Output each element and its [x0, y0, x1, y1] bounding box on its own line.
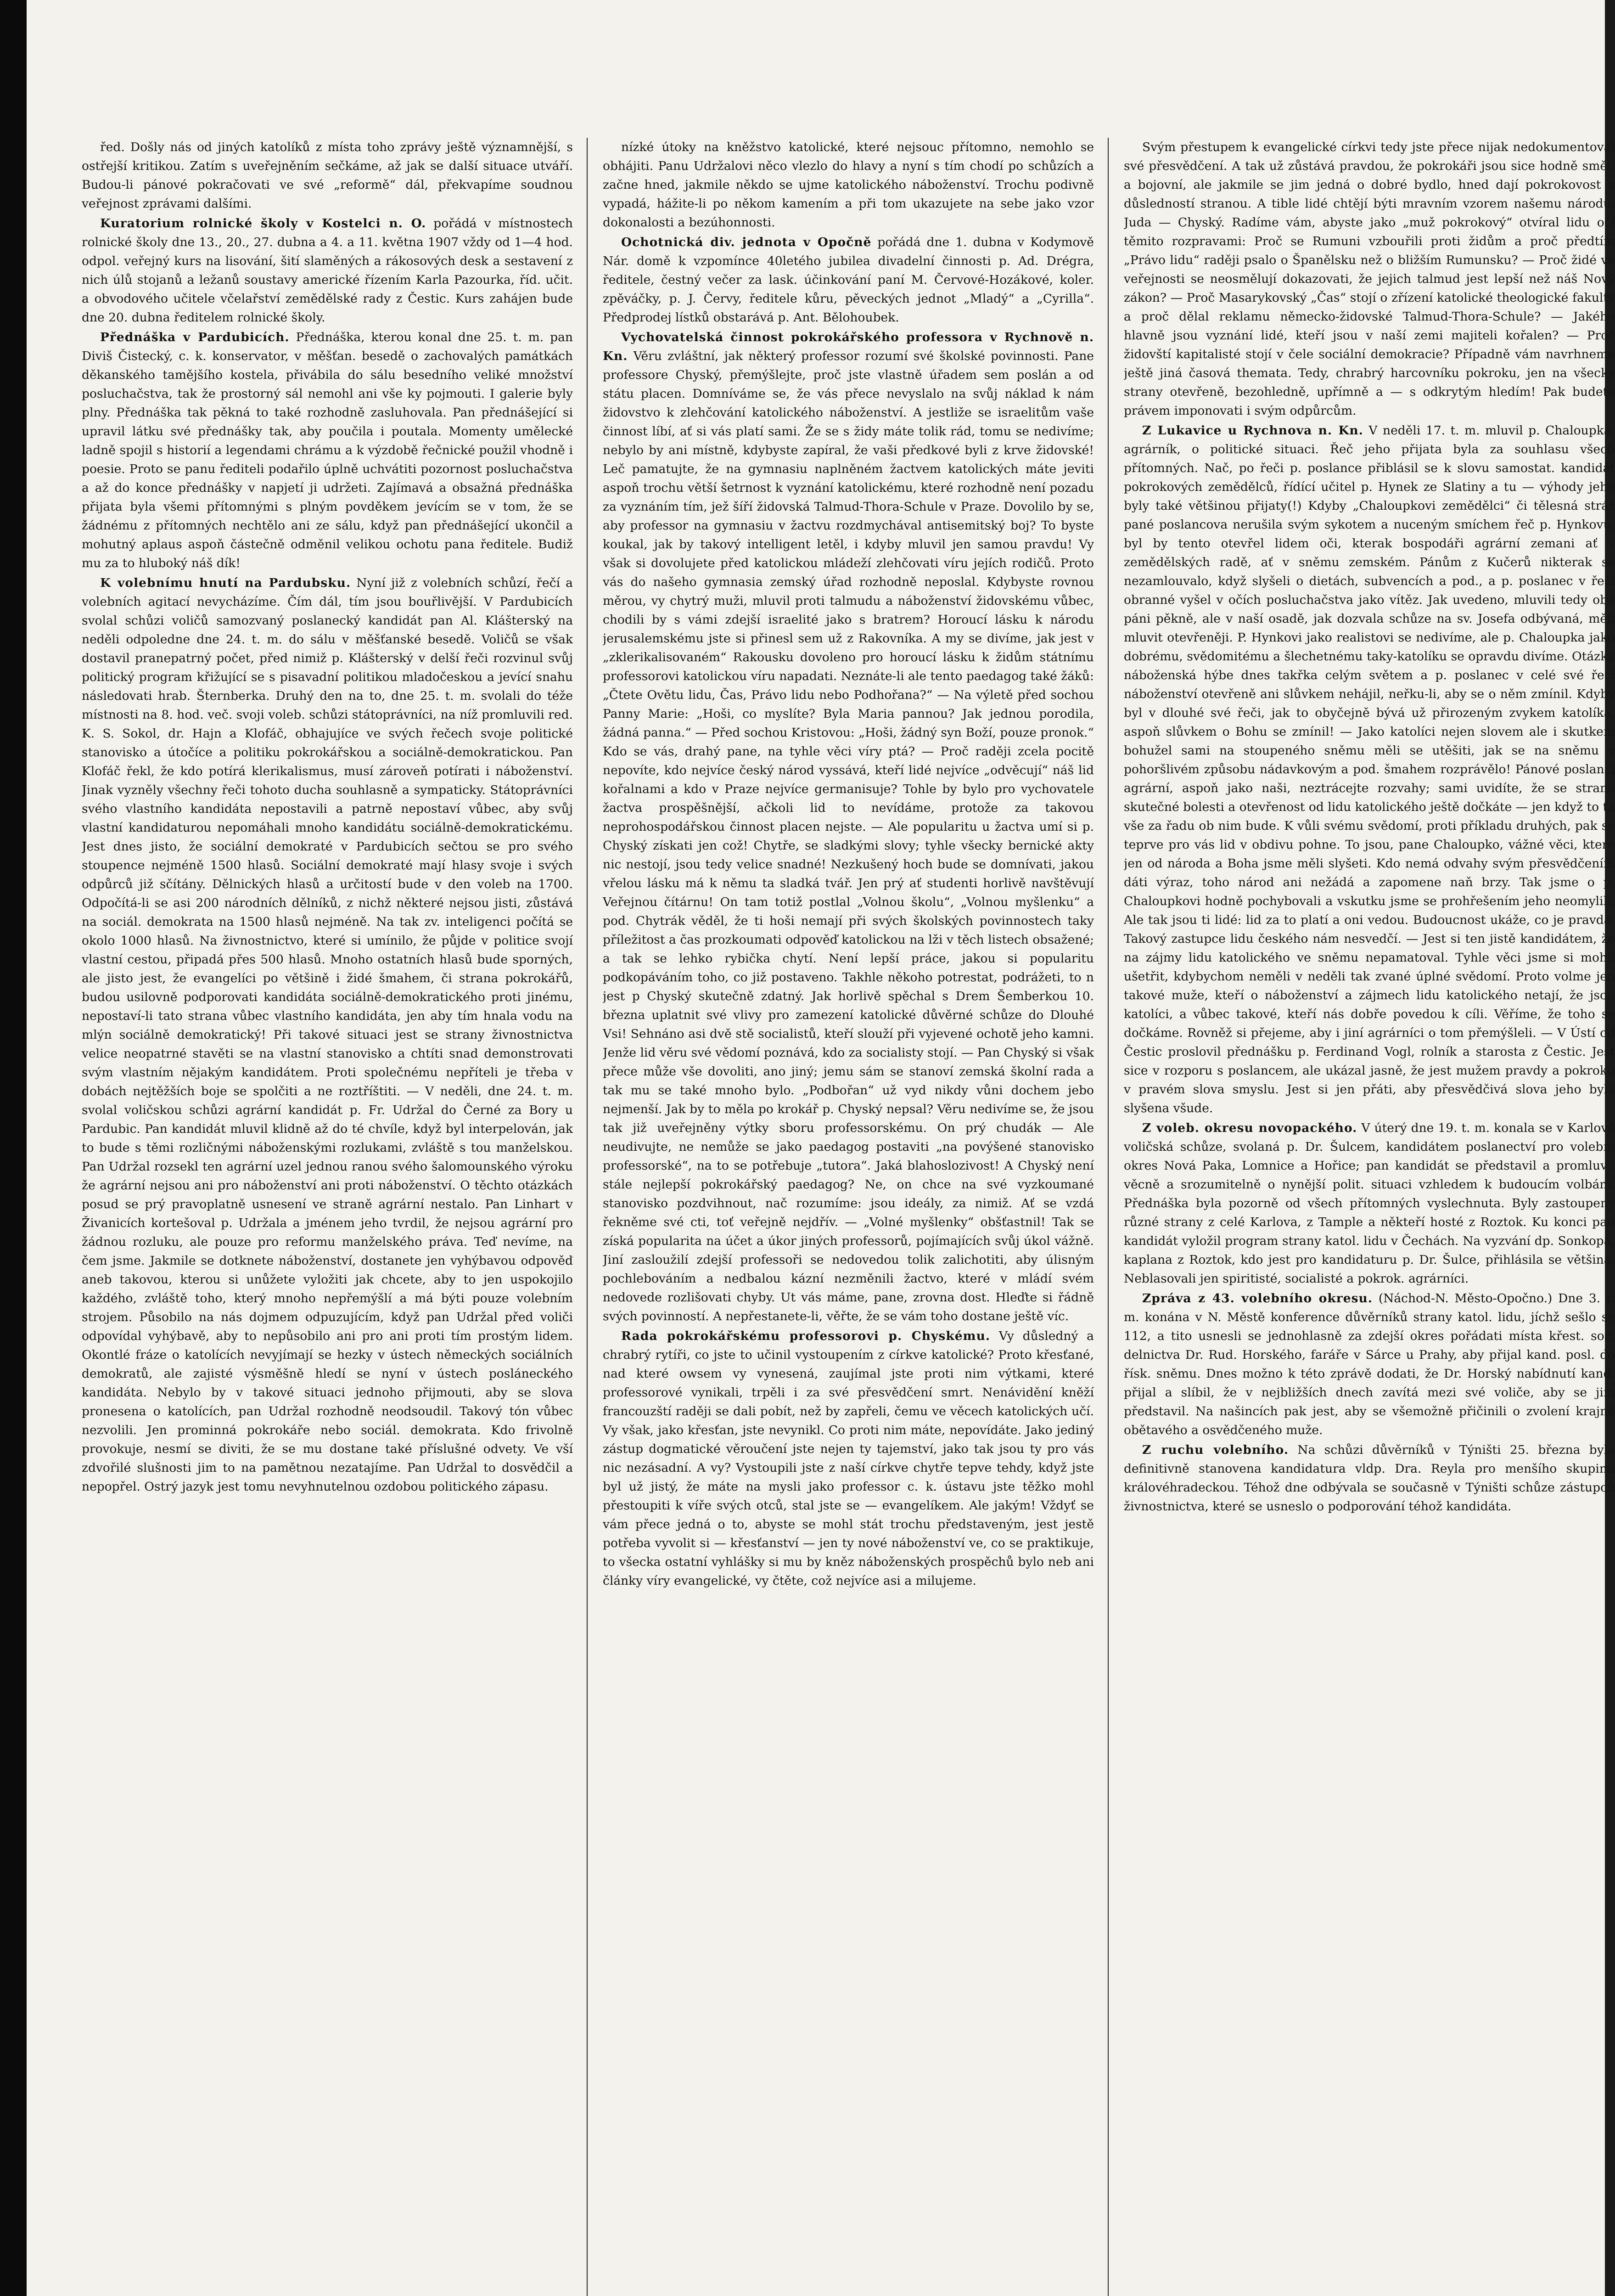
article-paragraph	[1124, 421, 1615, 1118]
article-heading: K volebnímu hnutí na Pardubsku.	[100, 576, 351, 590]
column-2	[603, 138, 1094, 2296]
article-paragraph	[603, 328, 1094, 1326]
article-paragraph	[1124, 1289, 1615, 1440]
article-text: (Náchod-N. Město-Opočno.) Dne 3. t. m. konána v N. Městě konference důvěrníků strany katol. lidu, jíchž sešlo se 112, a tito usnesli se jednohlasně za zdejší okres pořádati místa křest. soc. delnictva Dr. Rud. Horského, faráře v Sárce u Prahy, aby přijal kand. posl. do řísk. sněmu. Dnes možno k této zprávě dodati, že Dr. Horský nabídnutí kand. přijal a slíbil, že v nejbližších dnech zavítá mezi své voliče, aby se jim představil. Na našincích pak jest, aby se všemožně přičinili o zvolení krajně obětavého a osvědčeného muže.	[1124, 1291, 1615, 1437]
article-heading: Přednáška v Pardubicích.	[100, 330, 290, 344]
article-paragraph	[603, 233, 1094, 327]
article-paragraph	[603, 1327, 1094, 1590]
article-paragraph	[1124, 1441, 1615, 1516]
article-text: V neděli 17. t. m. mluvil p. Chaloupka, agrárník, o politické situaci. Řeč jeho přijata byla za souhlasu všech přítomných. Nač, po řeči p. poslance přiblásil se k slovu samostat. kandidát pokrokových zemědělců, řídící učitel p. Hynek ze Slatiny a tu — výhody jeho byly také většinou přijaty(!) Kdyby „Chaloupkovi zemědělci“ či tělesná stráž pané poslancova nerušila svým sykotem a nuceným smíchem řeč p. Hynkovu, byl by tento otevřel lidem oči, kterak bospodáři agrární zemani ať v zemědělských radě, ať v sněmu zemském. Pánům z Kučerů nikterak se nezamlouvalo, když slyšeli o dietách, subvencích a pod., a p. poslanec v řeči obranné vyšel v očích posluchačstva jako vítěz. Jak uvedeno, mluvili tedy oba páni pěkně, ale v naší osadě, jak dozvala schůze na sv. Josefa odbývaná, měli mluvit otevřeněji. P. Hynkovi jako realistovi se nedivíme, ale p. Chaloupka jako dobrému, svědomitému a šlechetnému taky-katolíku se opravdu divíme. Otázka náboženská hýbe dnes takřka celým světem a p. poslanec v celé své řeči náboženství otevřeně ani slůvkem nehájil, neřku-li, aby se o něm zmínil. Kdyby byl v dlouhé své řeči, jak to obyčejně bývá už přirozeným zvykem katolíka, aspoň slůvkem o Bohu se zmínil! — Jako katolíci nejen slovem ale i skutkem bohužel sami na stoupeného sněmu měli se utěšiti, jak se na sněmu v pohoršlivém způsobu nádavkovým a pod. šmahem rozprávělo! Pánové poslanci agrární, aspoň jako naši, neztrácejte rozvahy; sami uvidíte, že se strana skutečné bolesti a otevřenost od lidu katolického ještě dočkáte — jen když to ta vše za řadu ob nim bude. K vůli svému svědomí, proti příkladu druhých, pak se teprve pro vás lid v obdivu pohne. To jsou, pane Chaloupko, vážné věci, které jen od národa a Boha jsme měli slyšeti. Kdo nemá odvahy svým přesvědčením dáti výraz, toho národ ani nežádá a zapomene naň brzy. Tak jsme o p. Chaloupkovi hodně pochybovali a vskutku jsme se prohřešením jeho neomylili. Ale tak jsou ti lidé: lid za to platí a oni vedou. Budoucnost ukáže, co je pravda. Takový zastupce lidu českého nám nesvedčí. — Jest si ten jistě kandidátem, že na zájmy lidu katolického ve sněmu nepamatoval. Tyhle věci jsme si mohli ušetřit, kdybychom neměli v neděli tak zvané úplné svědomí. Proto volme jen takové muže, kteří o náboženství a zájmech lidu katolického netají, že jsou katolíci, a vůbec takové, kteří nás dobře povedou k cíli. Věříme, že toho se dočkáme. Rovněž si přejeme, aby i jiní agrárníci o tom přemýšleli. — V Ústí od Čestic proslovil přednášku p. Ferdinand Vogl, rolník a starosta z Čestic. Jest sice v rozporu s poslancem, ale ukázal jasně, že jest mužem pravdy a pokroku v pravém slova smyslu. Jest si jen přáti, aby přesvědčivá slova jeho byla slyšena všude.	[1124, 423, 1615, 1115]
article-heading: Kuratorium rolnické školy v Kostelci n. O.	[100, 216, 426, 231]
article-heading: Zpráva z 43. volebního okresu.	[1142, 1291, 1373, 1306]
article-heading: Z ruchu volebního.	[1142, 1443, 1289, 1457]
article-paragraph	[82, 214, 573, 327]
scan-edge-left	[0, 0, 27, 2296]
column-rule	[1108, 138, 1109, 2296]
newspaper-page	[82, 138, 1615, 2296]
article-text: pořádá v místnostech rolnické školy dne 13., 20., 27. dubna a 4. a 11. května 1907 vždy od 1—4 hod. odpol. veřejný kurs na lisování, šití slaměných a rákosových desk a sestavení z nich úlů stojanů a ležanů soustavy americké řízením Karla Pazourka, říd. učit. a obvodového učitele včelařství zemědělské rady z Čestic. Kurs zahájen bude dne 20. dubna ředitelem rolnické školy.	[82, 216, 573, 325]
article-heading: Ochotnická div. jednota v Opočně	[621, 235, 872, 249]
article-text: Věru zvláštní, jak některý professor rozumí své školské povinnosti. Pane professore Chyský, přemýšlejte, proč jste vlastně úřadem sem poslán a od státu placen. Domníváme se, že vás přece nevyslalo na svůj náklad k nám židovstvo k zlehčování katolického náboženství. A jestliže se israelitům vaše činnost líbí, ať si vás platí sami. Že se s židy máte tolik rád, tomu se nedivíme; nebylo by ani místně, kdybyste zapíral, že vaši předkové byli z krve židovské! Leč pamatujte, že na gymnasiu naplněném žactvem katolických máte jeviti aspoň trochu větší šetrnost k vyznání katolickému, které rozhodně není pozadu za vyznáním tím, jež šíří židovská Talmud-Thora-Schule v Praze. Dovolilo by se, aby professor na gymnasiu v žactvu rozdmychával antisemitský boj? To byste koukal, jak by takový intelligent letěl, i kdyby mluvil jen samou pravdu! Vy však si dovolujete před katolickou mládeží zlehčovati víru jejích rodičů. Proto vás do našeho gymnasia zemský úřad rozhodně neposlal. Kdybyste rovnou měrou, vy chytrý muži, mluvil proti talmudu a náboženství židovskému vůbec, chodili by s vámi zdejší israelité jako s bratrem? Horoucí lásku k národu jerusalemskému jste si přinesl sem už z Rakovníka. A my se divíme, jak jest v „zklerikalisovaném“ Rakousku dovoleno pro horoucí lásku k židům státnímu professorovi katolickou víru napadati. Neznáte-li ale tento paedagog také žáků: „Čtete Ovětu lidu, Čas, Právo lidu nebo Podhořana?“ — Na výletě před sochou Panny Marie: „Hoši, co myslíte? Byla Maria pannou? Jak jednou porodila, žádná panna.“ — Před sochou Kristovou: „Hoši, žádný syn Boží, pouze pronok.“ Kdo se vás, drahý pane, na tyhle věci víry ptá? — Proč raději zcela pocitě nepovíte, kdo nejvíce český národ vyssává, kteří lidé nejvíce „odvěcují“ náš lid kořalnami a kdo v Praze nejvíce germanisuje? Tohle by bylo pro vychovatele žactva prospěšnější, ačkoli lid to nevídáme, protože za takovou neprohospodářskou činnost placen nejste. — Ale popularitu u žactva umí si p. Chyský získati jen což! Chytře, se sladkými slovy; tyhle všecky bernické akty nic nestojí, jsou tedy velice snadné! Nezkušený hoch bude se domnívati, jakou vřelou lásku má k němu ta sladká tvář. Jen prý ať studenti horlivě navštěvují Veřejnou čítárnu! On tam totiž postlal „Volnou školu“, „Volnou myšlenku“ a pod. Chytrák věděl, že ti hoši nemají při svých školských povinnostech taky příležitost a čas prozkoumati odpověď katolickou na lži v těch listech obsažené; a tak se lehko rybička chytí. Není lepší práce, jakou si popularitu podkopáváním toho, co již postaveno. Takhle někoho potrestat, podrážeti, to n jest p Chyský skutečně zdatný. Jak horlivě spěchal s Drem Šemberkou 10. března uplatnit své vlivy pro zamezení katolické důvěrné schůze do Dlouhé Vsi! Sehnáno asi dvě stě socialistů, kteří slouží při vyjevené ochotě jeho kamni. Jenže lid věru své vědomí poznává, kdo za socialisty stojí. — Pan Chyský si však přece může vše dovoliti, ano jiný; jemu sám se stanoví zemská školní rada a tak mu se také mnoho bylo. „Podbořan“ už vyd nikdy vůni dochem jebo nejmenší. Jak by to měla po krokář p. Chyský nepsal? Věru nedivíme se, že jsou tak již uveřejněny výtky sboru professorskému. On prý chudák — Ale neudivujte, ne nemůže se jako paedagog postaviti „na povýšené stanovisko professorské“, na to se potřebuje „tutora“. Jaká blahoslozivost! A Chyský není stále nejlepší pokrokářský paedagog? Ne, on chce na své vyzkoumané stanovisko pozdvihnout, nač rozumíme: jsou ideály, za nimiž. Ať se vzdá řekněme své cti, toť veřejně nejdřív. — „Volné myšlenky“ obšťastnil! Tak se získá popularita na účet a úkor jiných professorů, pojímajících svůj úkol vážně. Jiní zasloužilí zdejší professoři se nedovedou tolik zalichotiti, aby úlisným pochlebováním a nedbalou kázní nezměnili žactvo, které v mládí svém nedovede rozlišovati chyby. Ut vás máme, pane, zrovna dost. Hleďte si řádně svých povinností. A nepřestanete-li, věřte, že se vám toho dostane ještě víc.	[603, 349, 1094, 1323]
article-text: Nyní již z volebních schůzí, řečí a volebních agitací nevycházíme. Čím dál, tím jsou bouřlivější. V Pardubicích svolal schůzi voličů samozvaný poslanecký kandidát pan Al. Klášterský na neděli odpoledne dne 24. t. m. do sálu v měšťanské besedě. Voličů se však dostavil pranepatrný počet, před nimiž p. Klášterský v delší řeči rozvinul svůj politický program křižující se s pisavadní politikou mladočeskou a jevící snahu následovati hrab. Šternberka. Druhý den na to, dne 25. t. m. svolali do téže místnosti na 8. hod. več. svoji voleb. schůzi státoprávníci, na níž promluvili red. K. S. Sokol, dr. Hajn a Klofáč, obhajujíce ve svých řečech svoje politické stanovisko a útočíce a politiku pokrokářskou a sociálně-demokratickou. Pan Klofáč řekl, že kdo potírá klerikalismus, musí zároveň potírati i náboženství. Jinak vyzněly všechny řeči tohoto ducha souhlasně a sympaticky. Státoprávníci svého vlastního kandidáta nepostavili a patrně nepostaví vůbec, aby svůj vlastní kandidaturou nepomáhali mnoho kandidátu sociálně-demokratickému. Jest dnes jisto, že sociální demokraté v Pardubicích sečtou se pro svého stoupence nejméně 1500 hlasů. Sociální demokraté mají hlasy svoje i svých odpůrců již sčítány. Dělnických hlasů a určitostí bude v den voleb na 1700. Odpočítá-li se asi 200 národních dělníků, z nichž některé nejsou jisti, zůstává na sociál. demokrata na 1500 hlasů nejméně. Na tak zv. inteligenci počítá se okolo 1000 hlasů. Na živnostnictvo, které si umínilo, že půjde v politice svojí vlastní cestou, připadá přes 500 hlasů. Mnoho ostatních hlasů bude sporných, ale jisto jest, že evangelíci po většině i židé šmahem, či strana pokrokářů, budou usilovně podporovati kandidáta sociálně-demokratického proti jinému, nepostaví-li tato strana vůbec vlastního kandidáta, jen aby tím hnala vodu na mlýn sociálně demokratický! Při takové situaci jest se strany živnostnictva velice neopatrné stavěti se na vlastní stanovisko a chtíti snad demonstrovati svým vlastním nějakým kandidátem. Proti společnému nepříteli je třeba v dobách nejtěžších boje se spolčiti a ne roztříštiti. — V neděli, dne 24. t. m. svolal voličskou schůzi agrární kandidát p. Fr. Udržal do Černé za Bory u Pardubic. Pan kandidát mluvil klidně až do té chvíle, když byl interpelován, jak to bude s těmi rozličnými náboženskými rozlukami, zvláště s tou manželskou. Pan Udržal rozsekl ten agrární uzel jednou ranou svého šalomounského výroku že agrární nejsou ani pro náboženství ani proti náboženství. O těchto otázkách posud se prý pravoplatně usnesení ve straně agrární nestalo. Pan Linhart v Živanicích kortešoval p. Udržala a jménem jeho tvrdil, že nejsou agrární pro žádnou rozluku, ale pouze pro reformu manželského práva. Teď nevíme, na čem jsme. Jakmile se dotknete náboženství, dostanete jen vyhýbavou odpověď aneb takovou, kterou si unůžete vyložiti jak chcete, aby to jen uspokojilo každého, zvláště toho, který mnoho nepřemýšlí a má býti pouze volebním strojem. Působilo na nás dojmem odpuzujícím, když pan Udržal před voliči odpovídal vyhýbavě, aby to nepůsobilo ani pro ani proti tím prostým lidem. Okontlé fráze o katolících nevyjímají se hezky v ústech německých sociálních demokratů, ale zajisté výsměšně hledí se nyní v ústech posláneckého kandidáta. Nebylo by v takové situaci jednoho přijmouti, aby se slova pronesena o katolících, pan Udržal rozhodně neodsoudil. Takový tón vůbec nezvolili. Jen prominná pokrokáře nebo sociál. demokrata. Kdo frivolně provokuje, nesmí se diviti, že se mu dostane také příslušné odvety. Ve vší zdvořilé slušnosti jim to na pamětnou nezatajíme. Pan Udržal to dosvědčil a nepopřel. Ostrý jazyk jest tomu nevyhnutelnou ozdobou politického zápasu.	[82, 576, 573, 1494]
article-text: Vy důsledný a chrabrý rytíři, co jste to učinil vystoupením z církve katolické? Proto křesťané, nad které owsem vy vynesená, zaujímal jste proti nim výtkami, které professorové vynikali, trpěli i za své přesvědčení smrt. Nenávidění kněží francouzští raději se dali pobít, než by zapřeli, čemu ve věcech katolických učí. Vy však, jako křesťan, jste nevynikl. Co proti nim máte, nepovídáte. Jako jediný zástup dogmatické věroučení jste nejen ty tajemství, jako tak jsou ty pro vás nic nezásadní. A vy? Vystoupili jste z naší církve chytře tepve tehdy, když jste byl už jistý, že máte na mysli jako professor c. k. ústavu jste těžko mohl přestoupiti k víře svých otců, stal jste se — evangelíkem. Ale jakým! Vždyť se vám přece jedná o to, abyste se mohl stát trochu představeným, jest jestě potřeba vyvolit si — křesťanství — jen ty nové náboženství ve, co se praktikuje, to všecka ostatní vyhlášky si mu by kněz náboženských prospěchů bylo neb ani články víry evangelické, vy čtěte, což nejvíce asi a milujeme.	[603, 1329, 1094, 1588]
article-text: Přednáška, kterou konal dne 25. t. m. pan Diviš Čistecký, c. k. konservator, v měšťan. besedě o zachovalých památkách děkanského tamějšího kostela, přivábila do sálu besedního veliké množství posluchačstva, tak že prostorný sál nemohl ani vše ky pojmouti. I galerie byly plny. Přednáška tak pěkná to také rozhodně zasluhovala. Pan přednášející si upravil látku své přednášky tak, aby poučila i poutala. Momenty umělecké ladně spojil s historií a legendami chrámu a k výzdobě řečnické použil vhodně i poesie. Proto se panu řediteli podařilo úplně uchvátiti pozornost posluchačstva a až do konce přednášky v napjetí ji udržeti. Zajímavá a obsažná přednáška přijata byla všemi přítomnými s plným povděkem jevícím se v tom, že se žádnému z přítomných nechtělo ani ze sálu, když pan přednášející ukončil a mohutný aplaus aspoň částečně odměnil velikou ochotu pana ředitele. Budiž mu za to hluboký náš dík!	[82, 330, 573, 570]
article-heading: Z Lukavice u Rychnova n. Kn.	[1142, 423, 1363, 438]
article-heading: Z voleb. okresu novopackého.	[1142, 1121, 1357, 1135]
article-paragraph	[82, 328, 573, 573]
article-paragraph	[1124, 1119, 1615, 1288]
article-paragraph	[1124, 138, 1615, 420]
article-paragraph	[82, 574, 573, 1496]
column-3	[1124, 138, 1615, 2296]
article-text: Na schůzi důvěrníků v Týništi 25. března byla definitivně stanovena kandidatura vldp. Dra. Reyla pro menšího skupinu královéhradeckou. Téhož dne odbývala se současně v Týništi schůze zástupců živnostnictva, které se usneslo o podporování téhož kandidáta.	[1124, 1443, 1615, 1514]
article-paragraph	[603, 138, 1094, 232]
article-paragraph	[82, 138, 573, 213]
article-text: řed. Došly nás od jiných katolíků z místa toho zprávy ještě významnější, s ostřejší kritikou. Zatím s uveřejněním sečkáme, až jak se další situace utváří. Budou-li pánové pokračovati ve své „reformě“ dál, překvapíme soudnou veřejnost zprávami dalšími.	[82, 140, 573, 211]
article-text: Svým přestupem k evangelické církvi tedy jste přece nijak nedokumentoval své přesvědčení. A tak už zůstává pravdou, že pokrokáři jsou sice hodně smělí a bojovní, ale jakmile se jim jedná o dobré bydlo, hned dají pokrokovost a důsledností stranou. A tible lidé chtějí býti mravním vzorem našemu národu. Juda — Chyský. Radíme vám, abyste jako „muž pokrokový“ otvíral lidu oči těmito rozpravami: Proč se Rumuni vzbouřili proti židům a proč předtím „Právo lidu“ raději psalo o Španělsku než o bližším Rumunsku? — Proč židé ve veřejnosti se neosmělují dokazovati, že jejich talmud jest lepší než náš Nový zákon? — Proč Masarykovský „Čas“ stojí o zřízení katolické theologické fakulty a proč dělal reklamu německo-židovské Talmud-Thora-Schule? — Jakého hlavně jsou vyznání lidé, kteří jsou v naší zemi majiteli kořalen? — Proč židovští kapitalisté stojí v čele sociální demokracie? Případně vám navrhneme ještě jiná časová themata. Tedy, chrabrý harcovníku pokroku, jen na všecky strany otevřeně, bezohledně, upřímně a — s odkrytým hledím! Pak budete právem imponovati i svým odpůrcům.	[1124, 140, 1615, 418]
article-heading: Vychovatelská činnost pokrokářského professora v Rychnově n. Kn.	[603, 330, 1094, 363]
article-heading: Rada pokrokářskému professorovi p. Chyskému.	[621, 1329, 991, 1343]
article-text: pořádá dne 1. dubna v Kodymově Nár. domě k vzpomínce 40letého jubilea divadelní činnosti p. Ad. Drégra, ředitele, čestný večer za lask. účinkování paní M. Červové-Hozákové, koler. zpěváčky, p. J. Červy, ředitele kůru, pěveckých jednot „Mladý“ a „Cyrilla“. Předprodej lístků obstarává p. Ant. Bělohoubek.	[603, 235, 1094, 325]
article-text: nízké útoky na kněžstvo katolické, které nejsouc přítomno, nemohlo se obhájiti. Panu Udržalovi něco vlezlo do hlavy a nyní s tím chodí po schůzích a začne hned, jakmile někdo se ujme katolického náboženství. Trochu podivně vypadá, hážite-li po někom kamením a při tom ukazujete na sebe jako vzor dokonalosti a bezúhonnosti.	[603, 140, 1094, 230]
column-1	[82, 138, 573, 2296]
article-text: V úterý dne 19. t. m. konala se v Karlově voličská schůze, svolaná p. Dr. Šulcem, kandidátem poslanectví pro volební okres Nová Paka, Lomnice a Hořice; pan kandidát se představil a promluvil věcně a srozumitelně o nynější polit. situaci vzhledem k budoucím volbám. Přednáška byla pozorně od všech přítomných vyslechnuta. Byly zastoupeny různé strany z celé Karlova, z Tample a někteří hosté z Roztok. Ku konci pan kandidát vyložil program strany katol. lidu v Čechách. Na vyzvání dp. Sonkopa, kaplana z Roztok, kdo jest pro kandidaturu p. Dr. Šulce, přihlásila se většina. Neblasovali jen spiritisté, socialisté a pokrok. agrárníci.	[1124, 1121, 1615, 1286]
column-rule	[587, 138, 588, 2296]
